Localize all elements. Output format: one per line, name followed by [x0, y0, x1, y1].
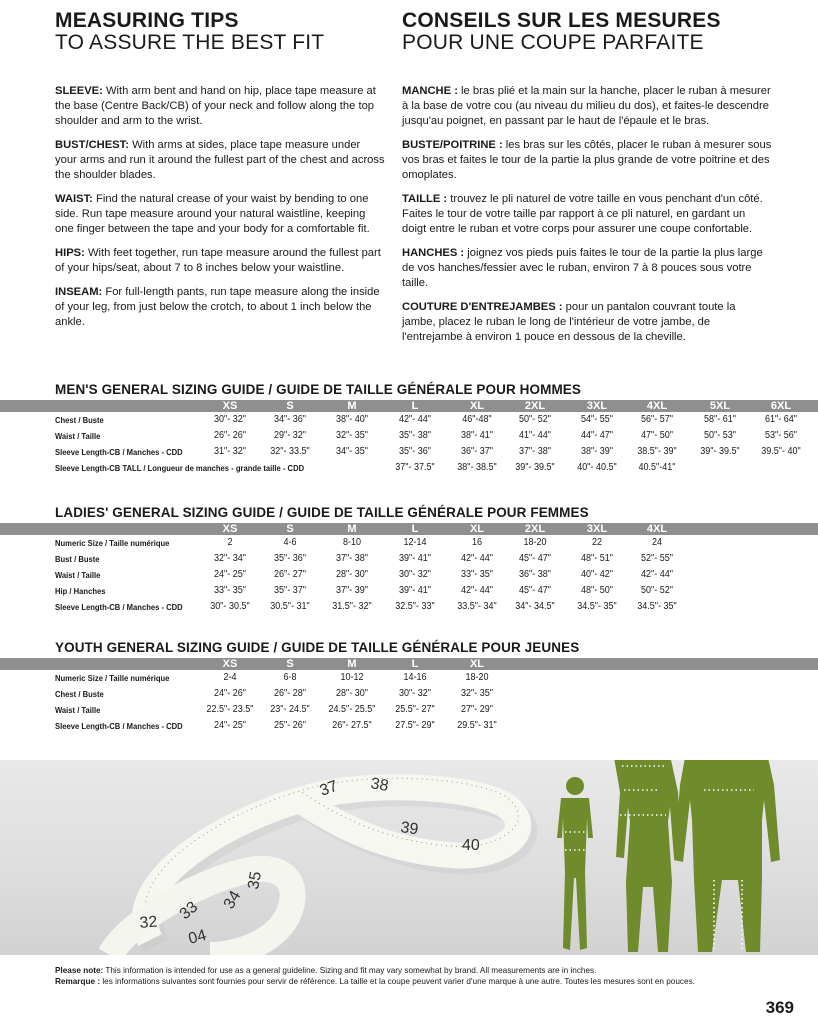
table-cell: 36"- 37" — [461, 446, 493, 457]
table-cell: 35"- 36" — [399, 446, 431, 457]
table-cell: 24"- 26" — [214, 688, 246, 699]
table-cell: 37"- 39" — [336, 585, 368, 596]
men-sizing-guide — [55, 382, 815, 476]
tips-title-en: MEASURING TIPS — [55, 9, 239, 32]
table-cell: 34"- 35" — [336, 446, 368, 457]
table-cell: 42"- 44" — [399, 414, 431, 425]
row-label: Numeric Size / Taille numérique — [55, 673, 170, 683]
table-cell: 61"- 64" — [765, 414, 797, 425]
table-cell: 26"- 27" — [274, 569, 306, 580]
table-cell: 40"- 40.5" — [577, 462, 617, 473]
table-cell: 25"- 26" — [274, 720, 306, 731]
youth-guide-title: YOUTH GENERAL SIZING GUIDE / GUIDE DE TAILLE GÉNÉRALE POUR JEUNES — [55, 640, 580, 655]
size-header-s: S — [286, 658, 294, 670]
men-guide-title: MEN'S GENERAL SIZING GUIDE / GUIDE DE TAILLE GÉNÉRALE POUR HOMMES — [55, 382, 581, 397]
table-row — [55, 428, 815, 444]
tip-term: MANCHE : — [402, 85, 458, 97]
table-cell: 28"- 30" — [336, 688, 368, 699]
table-cell: 42"- 44" — [641, 569, 673, 580]
size-header-xs: XS — [222, 523, 238, 535]
table-cell: 48"- 51" — [581, 553, 613, 564]
tip-text: With arms at sides, place tape measure under your arms and run it around the fullest part of the chest and across the shoulder blades. — [55, 139, 385, 181]
disclaimer-note — [55, 965, 795, 987]
table-cell: 52"- 55" — [641, 553, 673, 564]
table-cell: 45"- 47" — [519, 553, 551, 564]
table-cell: 38"- 38.5" — [457, 462, 497, 473]
tape-number: 40 — [462, 837, 480, 854]
table-row — [55, 686, 815, 702]
table-cell: 53"- 56" — [765, 430, 797, 441]
youth-size-table — [55, 670, 815, 734]
size-header-4xl: 4XL — [646, 400, 668, 412]
illustration-svg — [0, 760, 818, 955]
table-cell: 32.5"- 33" — [395, 601, 435, 612]
size-header-s: S — [286, 523, 294, 535]
table-cell: 39"- 41" — [399, 553, 431, 564]
row-label: Waist / Taille — [55, 570, 101, 580]
table-cell: 14-16 — [403, 672, 427, 683]
ladies-guide-title: LADIES' GENERAL SIZING GUIDE / GUIDE DE TAILLE GÉNÉRALE POUR FEMMES — [55, 505, 589, 520]
table-cell: 54"- 55" — [581, 414, 613, 425]
table-cell: 37"- 38" — [519, 446, 551, 457]
table-row — [55, 599, 815, 615]
table-cell: 38"- 39" — [581, 446, 613, 457]
table-cell: 32"- 35" — [461, 688, 493, 699]
row-label: Sleeve Length-CB / Manches - CDD — [55, 602, 183, 612]
row-label: Chest / Buste — [55, 689, 104, 699]
tip-item — [402, 300, 772, 345]
note-text-fr: les informations suivantes sont fournies pour servir de référence. La taille et la coupe peuvent varier d'une marque à une autre. Toutes les mesures sont en pouces. — [100, 977, 695, 986]
table-cell: 10-12 — [340, 672, 364, 683]
tip-item — [55, 285, 385, 330]
table-cell: 30.5"- 31" — [270, 601, 310, 612]
table-cell: 35"- 36" — [274, 553, 306, 564]
row-label: Hip / Hanches — [55, 586, 106, 596]
tip-item — [402, 246, 772, 291]
tip-term: HANCHES : — [402, 247, 465, 259]
man-figure — [674, 760, 780, 952]
size-header-5xl: 5XL — [709, 400, 731, 412]
size-header-m: M — [347, 400, 357, 412]
table-row — [55, 702, 815, 718]
table-cell: 36"- 38" — [519, 569, 551, 580]
row-label: Chest / Buste — [55, 415, 104, 425]
measuring-illustration — [0, 760, 818, 955]
table-cell: 50"- 52" — [641, 585, 673, 596]
table-cell: 39"- 39.5" — [700, 446, 740, 457]
table-cell: 30"- 32" — [214, 414, 246, 425]
table-cell: 50"- 53" — [704, 430, 736, 441]
page-number: 369 — [765, 998, 794, 1017]
tip-item — [402, 192, 772, 237]
ladies-size-header — [0, 523, 818, 535]
size-header-3xl: 3XL — [586, 400, 608, 412]
tips-french — [402, 10, 772, 354]
row-label: Bust / Buste — [55, 554, 100, 564]
size-header-xs: XS — [222, 400, 238, 412]
tape-number: 37 — [317, 777, 341, 800]
tape-number: 33 — [176, 898, 202, 924]
note-text-en: This information is intended for use as a general guideline. Sizing and fit may vary somewhat by brand. All measurements are in inches. — [103, 966, 597, 975]
table-cell: 24.5"- 25.5" — [328, 704, 376, 715]
tip-term: TAILLE : — [402, 193, 448, 205]
tips-subtitle-fr: POUR UNE COUPE PARFAITE — [402, 31, 704, 54]
table-row — [55, 718, 815, 734]
table-cell: 22 — [591, 537, 603, 548]
tape-number: 39 — [399, 819, 420, 839]
tips-subtitle-en: TO ASSURE THE BEST FIT — [55, 31, 325, 54]
table-cell: 4-6 — [283, 537, 297, 548]
table-row — [55, 551, 815, 567]
table-cell: 38"- 40" — [336, 414, 368, 425]
tip-term: BUST/CHEST: — [55, 139, 129, 151]
table-cell: 24"- 25" — [214, 720, 246, 731]
tip-item — [55, 138, 385, 183]
table-cell: 33"- 35" — [461, 569, 493, 580]
tip-term: BUSTE/POITRINE : — [402, 139, 503, 151]
tip-text: With arm bent and hand on hip, place tape measure at the base (Centre Back/CB) of your neck and follow along the top shoulder and arm to the wrist. — [55, 85, 376, 127]
table-cell: 31"- 32" — [214, 446, 246, 457]
tape-number: 04 — [186, 926, 209, 948]
tip-term: WAIST: — [55, 193, 93, 205]
tip-item — [402, 138, 772, 183]
table-cell: 18-20 — [523, 537, 547, 548]
tip-item — [402, 84, 772, 129]
table-cell: 39.5"- 40" — [761, 446, 801, 457]
row-label: Waist / Taille — [55, 705, 101, 715]
table-cell: 26"- 28" — [274, 688, 306, 699]
table-cell: 58"- 61" — [704, 414, 736, 425]
table-cell: 34.5"- 35" — [637, 601, 677, 612]
table-cell: 44"- 47" — [581, 430, 613, 441]
tip-item — [55, 192, 385, 237]
table-row — [55, 535, 815, 551]
size-header-xl: XL — [469, 400, 485, 412]
table-cell: 33.5"- 34" — [457, 601, 497, 612]
table-cell: 27"- 29" — [461, 704, 493, 715]
table-cell: 30"- 32" — [399, 569, 431, 580]
table-cell: 8-10 — [342, 537, 361, 548]
note-term-fr: Remarque : — [55, 977, 101, 986]
table-row — [55, 567, 815, 583]
tip-term: HIPS: — [55, 247, 85, 259]
size-header-6xl: 6XL — [770, 400, 792, 412]
table-cell: 47"- 50" — [641, 430, 673, 441]
size-header-m: M — [347, 658, 357, 670]
tip-text: joignez vos pieds puis faites le tour de la partie la plus large de vos hanches/fessier avec le ruban, environ 7 à 8 pouces sous votre taille. — [402, 247, 763, 289]
table-cell: 24 — [651, 537, 663, 548]
table-cell: 34"- 36" — [274, 414, 306, 425]
table-cell: 28"- 30" — [336, 569, 368, 580]
table-cell: 38.5"- 39" — [637, 446, 677, 457]
table-cell: 41"- 44" — [519, 430, 551, 441]
note-term-en: Please note: — [55, 966, 104, 975]
table-cell: 35"- 37" — [274, 585, 306, 596]
tip-term: INSEAM: — [55, 286, 103, 298]
table-row — [55, 583, 815, 599]
tips-list-fr — [402, 84, 772, 345]
row-label: Waist / Taille — [55, 431, 101, 441]
table-cell: 2-4 — [223, 672, 237, 683]
table-cell: 22.5"- 23.5" — [206, 704, 254, 715]
table-cell: 50"- 52" — [519, 414, 551, 425]
table-cell: 38"- 41" — [461, 430, 493, 441]
tips-list-en — [55, 84, 385, 330]
table-row — [55, 460, 815, 476]
table-cell: 18-20 — [465, 672, 489, 683]
tape-number: 35 — [245, 870, 266, 891]
table-cell: 39"- 41" — [399, 585, 431, 596]
tape-number: 32 — [138, 913, 159, 932]
ladies-size-table — [55, 535, 815, 615]
men-size-table — [55, 412, 815, 476]
table-row — [55, 412, 815, 428]
table-cell: 30"- 30.5" — [210, 601, 250, 612]
table-cell: 32"- 35" — [336, 430, 368, 441]
row-label: Sleeve Length-CB / Manches - CDD — [55, 721, 183, 731]
family-silhouettes — [557, 760, 780, 952]
table-cell: 37"- 38" — [336, 553, 368, 564]
table-cell: 40"- 42" — [581, 569, 613, 580]
table-cell: 34.5"- 35" — [577, 601, 617, 612]
table-cell: 29.5"- 31" — [457, 720, 497, 731]
tip-text: trouvez le pli naturel de votre taille en vous penchant d'un côté. Faites le tour de votre taille par rapport à ce pli naturel, en gardant un doigt entre le ruban et votre corps pour assurer une coupe confortable. — [402, 193, 763, 235]
tip-item — [55, 246, 385, 276]
tip-term: COUTURE D'ENTREJAMBES : — [402, 301, 563, 313]
size-header-l: L — [411, 400, 419, 412]
table-cell: 31.5"- 32" — [332, 601, 372, 612]
size-header-4xl: 4XL — [646, 523, 668, 535]
table-cell: 24"- 25" — [214, 569, 246, 580]
row-label: Sleeve Length-CB TALL / Longueur de manches - grande taille - CDD — [55, 463, 305, 473]
table-row — [55, 444, 815, 460]
size-header-m: M — [347, 523, 357, 535]
table-cell: 35"- 38" — [399, 430, 431, 441]
size-header-xs: XS — [222, 658, 238, 670]
table-cell: 42"- 44" — [461, 553, 493, 564]
tip-text: le bras plié et la main sur la hanche, placer le ruban à mesurer à la base de votre cou (au niveau du milieu du dos), et faites-le descendre jusqu'au poignet, en passant par le haut de l'épaule et le bras. — [402, 85, 771, 127]
woman-figure — [612, 760, 682, 952]
table-row — [55, 670, 815, 686]
table-cell: 29"- 32" — [274, 430, 306, 441]
table-cell: 48"- 50" — [581, 585, 613, 596]
tape-number: 38 — [369, 775, 390, 796]
table-cell: 30"- 32" — [399, 688, 431, 699]
ladies-sizing-guide — [55, 505, 815, 615]
tip-text: Find the natural crease of your waist by bending to one side. Run tape measure around your natural waistline, keeping one finger between the tape and your body for a comfortable fit. — [55, 193, 370, 235]
table-cell: 34"- 34.5" — [515, 601, 555, 612]
table-cell: 2 — [227, 537, 233, 548]
table-cell: 46"-48" — [462, 414, 492, 425]
size-header-l: L — [411, 523, 419, 535]
table-cell: 45"- 47" — [519, 585, 551, 596]
tape-number: 34 — [220, 888, 245, 912]
size-header-2xl: 2XL — [524, 400, 546, 412]
table-cell: 23"- 24.5" — [270, 704, 310, 715]
table-cell: 37"- 37.5" — [395, 462, 435, 473]
table-cell: 27.5"- 29" — [395, 720, 435, 731]
size-header-xl: XL — [469, 523, 485, 535]
table-cell: 32"- 34" — [214, 553, 246, 564]
tip-text: With feet together, run tape measure around the fullest part of your hips/seat, about 7 to 8 inches below your waistline. — [55, 247, 381, 274]
table-cell: 39"- 39.5" — [515, 462, 555, 473]
table-cell: 25.5"- 27" — [395, 704, 435, 715]
men-size-header — [0, 400, 818, 412]
row-label: Sleeve Length-CB / Manches - CDD — [55, 447, 183, 457]
table-cell: 42"- 44" — [461, 585, 493, 596]
child-figure — [557, 777, 593, 950]
table-cell: 33"- 35" — [214, 585, 246, 596]
table-cell: 56"- 57" — [641, 414, 673, 425]
size-header-3xl: 3XL — [586, 523, 608, 535]
tip-text: les bras sur les côtés, placer le ruban à mesurer sous vos bras et faites le tour de la partie la plus grande de votre poitrine et des omoplates. — [402, 139, 772, 181]
table-cell: 26"- 27.5" — [332, 720, 372, 731]
table-cell: 26"- 26" — [214, 430, 246, 441]
row-label: Numeric Size / Taille numérique — [55, 538, 170, 548]
youth-size-header — [0, 658, 818, 670]
size-header-2xl: 2XL — [524, 523, 546, 535]
youth-sizing-guide — [55, 640, 815, 734]
tip-text: For full-length pants, run tape measure along the inside of your leg, from just below the crotch, to about 1 inch below the ankle. — [55, 286, 380, 328]
size-header-xl: XL — [469, 658, 485, 670]
table-cell: 6-8 — [283, 672, 297, 683]
tip-item — [55, 84, 385, 129]
table-cell: 16 — [471, 537, 483, 548]
size-header-s: S — [286, 400, 294, 412]
tip-term: SLEEVE: — [55, 85, 103, 97]
table-cell: 40.5"-41" — [638, 462, 676, 473]
tips-title-fr: CONSEILS SUR LES MESURES — [402, 9, 721, 32]
table-cell: 32"- 33.5" — [270, 446, 310, 457]
tip-text: pour un pantalon couvrant toute la jambe, placez le ruban le long de l'intérieur de votre jambe, de l'entrejambe à environ 1 pouce en dessous de la cheville. — [402, 301, 736, 343]
size-header-l: L — [411, 658, 419, 670]
tips-english — [55, 10, 385, 339]
table-cell: 12-14 — [403, 537, 427, 548]
